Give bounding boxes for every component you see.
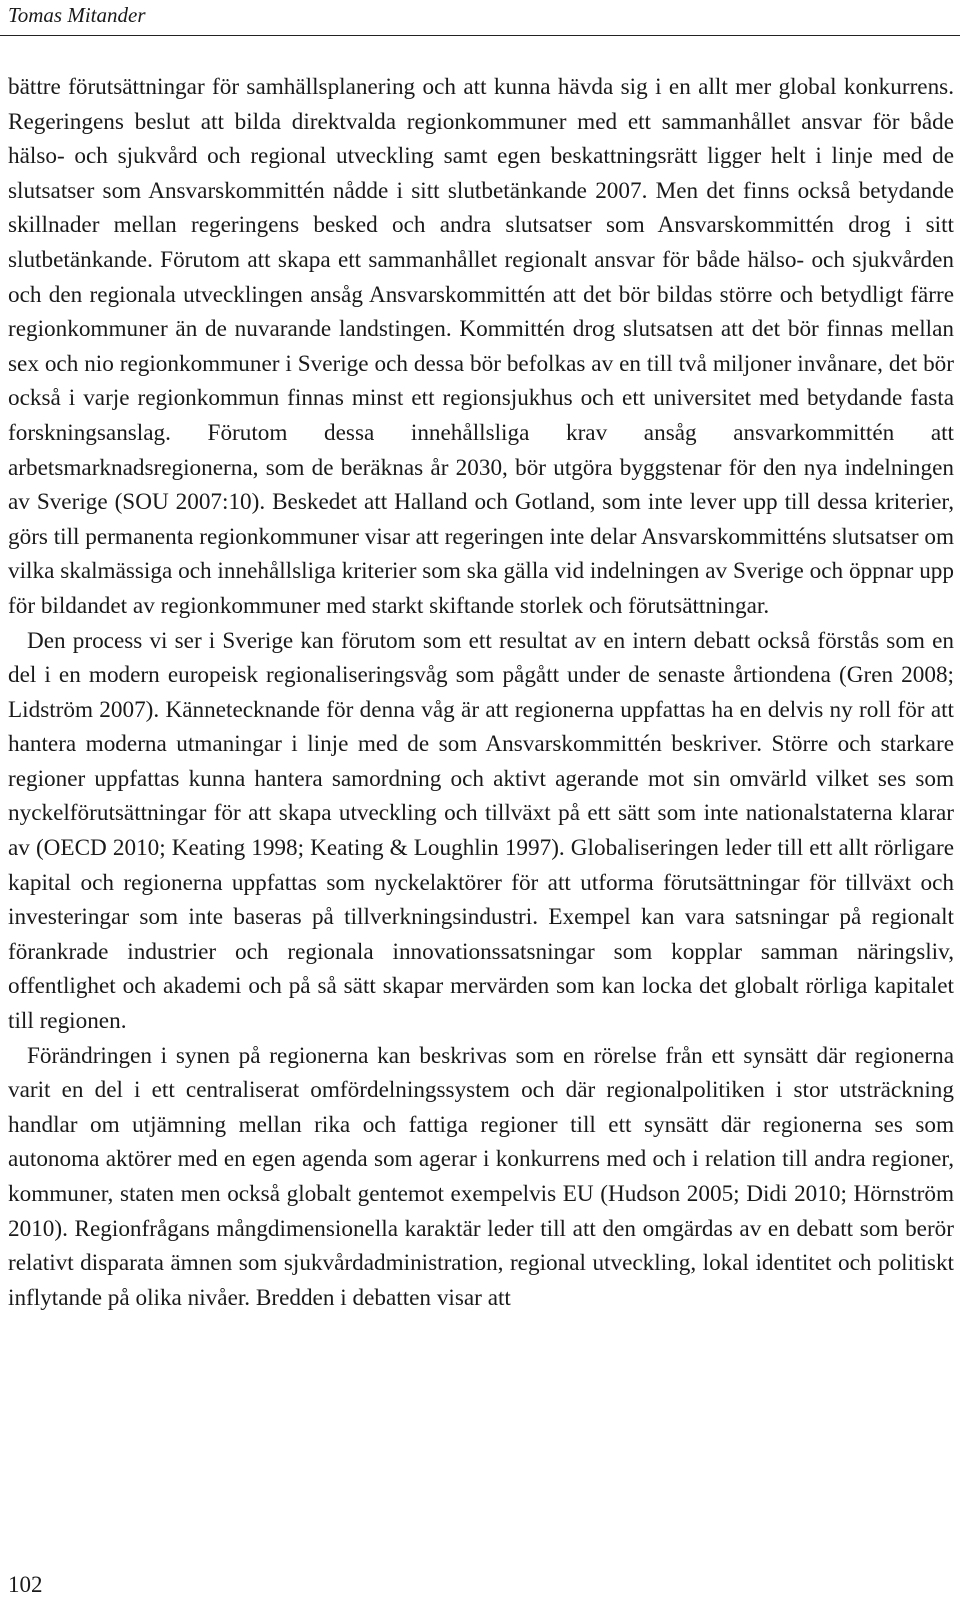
- page-number: 102: [8, 1572, 43, 1597]
- body-text: [8, 70, 954, 1315]
- paragraph-1: bättre förutsättningar för samhällsplanering och att kunna hävda sig i en allt mer global konkurrens. Regeringens beslut att bilda direktvalda regionkommuner med ett sammanhållet ansvar för både hälso- och sjukvård och regional utveckling samt egen beskattningsrätt ligger helt i linje med de slutsatser som Ansvarskommittén nådde i sitt slutbetänkande 2007. Men det finns också betydande skillnader mellan regeringens besked och andra slutsatser som Ansvarskommittén drog i sitt slutbetänkande. Förutom att skapa ett sammanhållet regionalt ansvar för både hälso- och sjukvården och den regionala utvecklingen ansåg Ansvarskommittén att det bör bildas större och betydligt färre regionkommuner än de nuvarande landstingen. Kommittén drog slutsatsen att det bör finnas mellan sex och nio regionkommuner i Sverige och dessa bör befolkas av en till två miljoner invånare, det bör också i varje regionkommun finnas minst ett regionsjukhus och ett universitet med betydande fasta forskningsanslag. Förutom dessa innehållsliga krav ansåg ansvarkommittén att arbetsmarknadsregionerna, som de beräknas år 2030, bör utgöra byggstenar för den nya indelningen av Sverige (SOU 2007:10). Beskedet att Halland och Gotland, som inte lever upp till dessa kriterier, görs till permanenta regionkommuner visar att regeringen inte delar Ansvarskommitténs slutsatser om vilka skalmässiga och innehållsliga kriterier som ska gälla vid indelningen av Sverige och öppnar upp för bildandet av regionkommuner med starkt skiftande storlek och förutsättningar.: [8, 74, 954, 619]
- paragraph-2: Den process vi ser i Sverige kan förutom som ett resultat av en intern debatt också förstås som en del i en modern europeisk regionaliseringsvåg som pågått under de senaste årtiondena (Gren 2008; Lidström 2007). Kännetecknande för denna våg är att regionerna uppfattas ha en delvis ny roll för att hantera moderna utmaningar i linje med de som Ansvarskommittén beskriver. Större och starkare regioner uppfattas kunna hantera samordning och aktivt agerande mot sin omvärld vilket ses som nyckelförutsättningar för att skapa utveckling och tillväxt på ett sätt som inte nationalstaterna klarar av (OECD 2010; Keating 1998; Keating & Loughlin 1997). Globaliseringen leder till ett allt rörligare kapital och regionerna uppfattas som nyckelaktörer för att utforma förutsättningar för tillväxt och investeringar som inte baseras på tillverkningsindustri. Exempel kan vara satsningar på regionalt förankrade industrier och regionala innovationssatsningar som kopplar samman näringsliv, offentlighet och akademi och på så sätt skapar mervärden som kan locka det globalt rörliga kapitalet till regionen.: [8, 627, 954, 1035]
- header-rule: [0, 35, 960, 36]
- running-head-author: Tomas Mitander: [8, 3, 146, 27]
- paragraph-3: Förändringen i synen på regionerna kan beskrivas som en rörelse från ett synsätt där regionerna varit en del i ett centraliserat omfördelningssystem och där regionalpolitiken i stor utsträckning handlar om utjämning mellan rika och fattiga regioner till ett synsätt där regionerna ses som autonoma aktörer med en egen agenda som agerar i konkurrens med och i relation till andra regioner, kommuner, staten men också globalt gentemot exempelvis EU (Hudson 2005; Didi 2010; Hörnström 2010). Regionfrågans mångdimensionella karaktär leder till att den omgärdas av en debatt som berör relativt disparata ämnen som sjukvårdadministration, regional utveckling, lokal identitet och politiskt inflytande på olika nivåer. Bredden i debatten visar att: [8, 1042, 954, 1311]
